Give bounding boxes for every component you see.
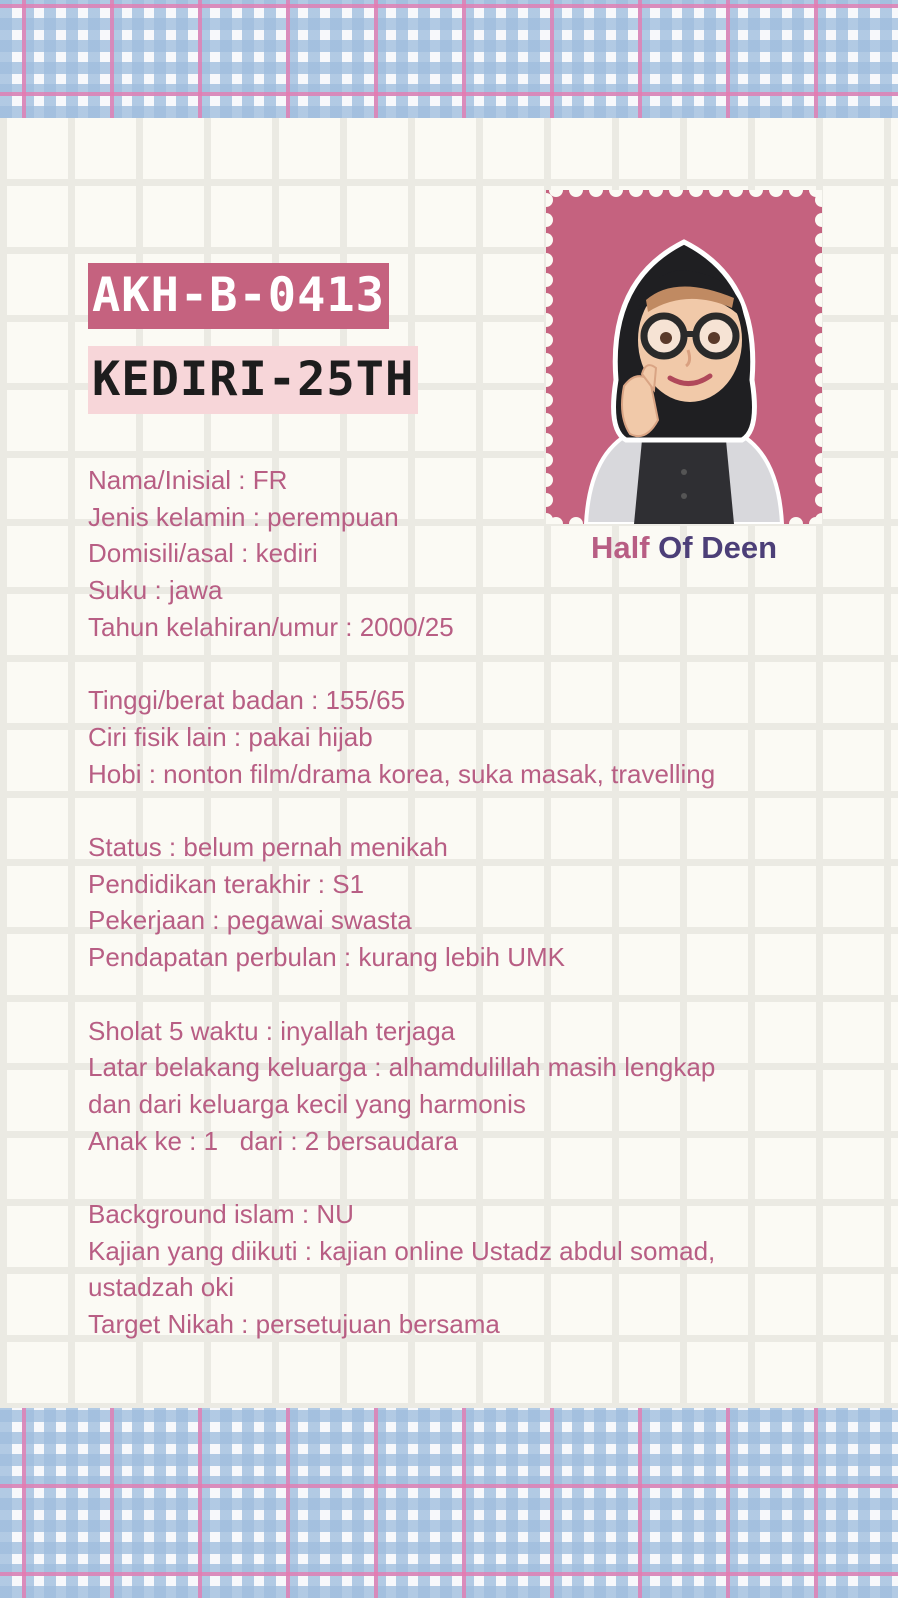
plaid-border-bottom [0, 1408, 898, 1598]
field-islamic-background: Background islam : NU [88, 1199, 354, 1229]
profile-code: AKH-B-0413 [88, 263, 389, 329]
brand-word-half: Half [590, 530, 659, 565]
brand-word-deen: Deen [701, 530, 778, 565]
field-education: Pendidikan terakhir : S1 [88, 868, 365, 899]
field-sibling-order: Anak ke : 1 dari : 2 bersaudara [88, 1125, 458, 1156]
field-physical-traits: Ciri fisik lain : pakai hijab [88, 721, 373, 752]
profile-city-age: KEDIRI-25TH [88, 346, 418, 414]
field-birth-year-age: Tahun kelahiran/umur : 2000/25 [88, 611, 454, 642]
field-occupation: Pekerjaan : pegawai swasta [88, 905, 412, 936]
field-height-weight: Tinggi/berat badan : 155/65 [88, 685, 406, 716]
field-family-background: Latar belakang keluarga : alhamdulillah masih lengkap [88, 1052, 716, 1083]
field-income: Pendapatan perbulan : kurang lebih UMK [88, 942, 565, 973]
field-marriage-target: Target Nikah : persetujuan bersama [88, 1309, 500, 1340]
field-study-followed-cont: ustadzah oki [88, 1272, 234, 1303]
field-ethnicity: Suku : jawa [88, 575, 223, 606]
field-name: Nama/Inisial : FR [88, 465, 288, 495]
field-gender: Jenis kelamin : perempuan [88, 501, 399, 532]
profile-details [88, 462, 888, 1343]
field-family-background-cont: dan dari keluarga kecil yang harmonis [88, 1088, 526, 1119]
brand-word-of: Of [658, 530, 702, 565]
field-prayer: Sholat 5 waktu : inyallah terjaga [88, 1015, 456, 1046]
field-hobbies: Hobi : nonton film/drama korea, suka masak, travelling [88, 758, 716, 789]
field-status: Status : belum pernah menikah [88, 832, 448, 862]
field-domicile: Domisili/asal : kediri [88, 538, 318, 569]
plaid-border-top [0, 0, 898, 118]
field-study-followed: Kajian yang diikuti : kajian online Ustadz abdul somad, [88, 1235, 716, 1266]
